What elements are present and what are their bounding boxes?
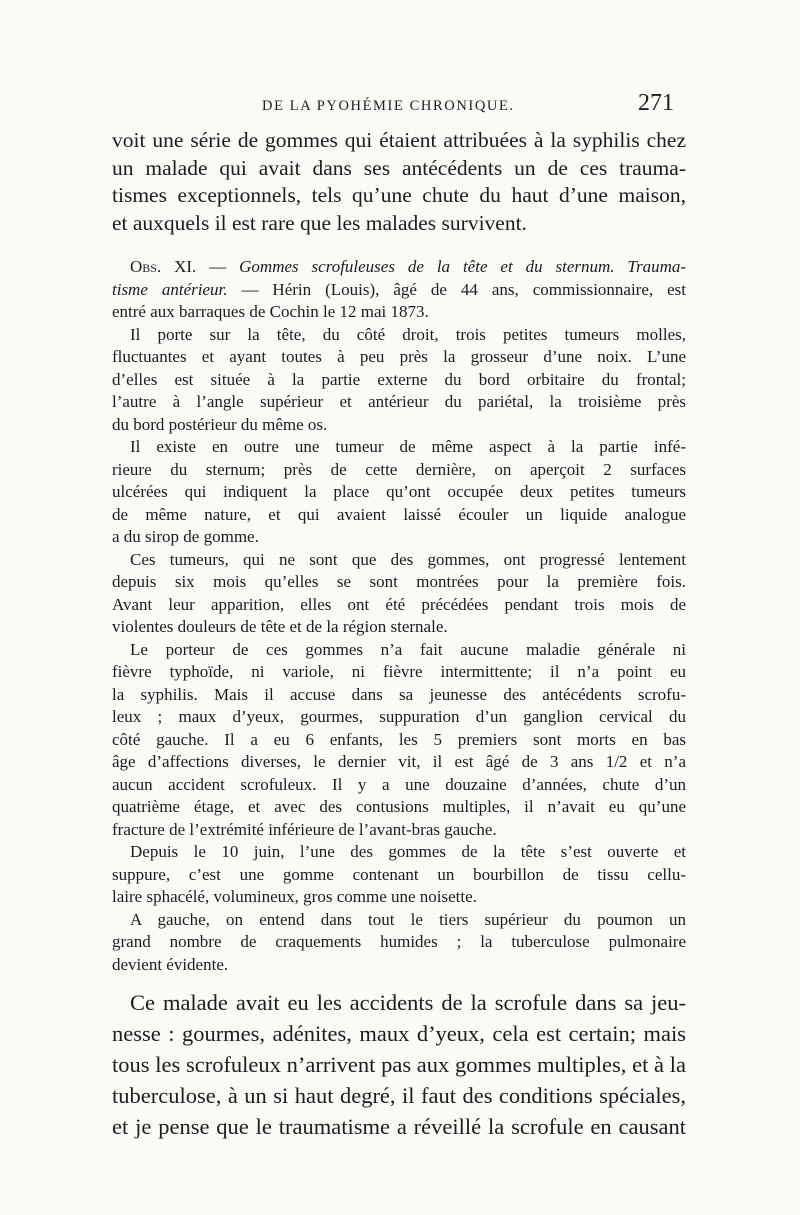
text-line: depuis six mois qu’elles se sont montrées pour la première fois. bbox=[112, 572, 686, 591]
text-line: tismes exceptionnels, tels qu’une chute du haut d’une maison, bbox=[112, 183, 686, 207]
text-line: quatrième étage, et avec des contusions multiples, il n’avait eu qu’une bbox=[112, 797, 686, 816]
text-line: laire sphacélé, volumineux, gros comme une noisette. bbox=[112, 887, 477, 906]
text-line: tous les scrofuleux n’arrivent pas aux gommes multiples, et à la bbox=[112, 1052, 686, 1077]
text-line: de même nature, et qui avaient laissé écouler un liquide analogue bbox=[112, 504, 686, 524]
text-line: d’elles est située à la partie externe du bord orbitaire du frontal; bbox=[112, 369, 686, 389]
text-line: entré aux barraques de Cochin le 12 mai 1873. bbox=[112, 302, 429, 321]
text-line: Ces tumeurs, qui ne sont que des gommes, ont progressé lentement bbox=[130, 549, 686, 569]
page-number: 271 bbox=[638, 90, 674, 116]
closing-paragraph bbox=[112, 987, 686, 1142]
text-line: rieure du sternum; près de cette dernière, on aperçoit 2 surfaces bbox=[112, 459, 686, 479]
text-line: Il existe en outre une tumeur de même aspect à la partie infé- bbox=[130, 437, 686, 456]
text-line: a du sirop de gomme. bbox=[112, 527, 259, 546]
observation-block bbox=[112, 256, 686, 976]
running-title: DE LA PYOHÉMIE CHRONIQUE. bbox=[262, 98, 515, 114]
text-line: l’autre à l’angle supérieur et antérieur du pariétal, la troisième près bbox=[112, 392, 686, 411]
observation-heading-line bbox=[112, 256, 686, 279]
text-line: Depuis le 10 juin, l’une des gommes de la tête s’est ouverte et bbox=[130, 842, 686, 861]
observation-label: Obs. XI. bbox=[130, 257, 197, 276]
text-line: leux ; maux d’yeux, gourmes, suppuration d’un ganglion cervical du bbox=[112, 707, 686, 726]
text-line: un malade qui avait dans ses antécédents un de ces trauma- bbox=[112, 155, 686, 180]
text-line: devient évidente. bbox=[112, 954, 229, 974]
text-line: fièvre typhoïde, ni variole, ni fièvre intermittente; il n’a point eu bbox=[112, 662, 686, 681]
observation-dash: — bbox=[196, 257, 240, 276]
text-line: côté gauche. Il a eu 6 enfants, les 5 premiers sont morts en bas bbox=[112, 729, 686, 749]
text-line: Avant leur apparition, elles ont été précédées pendant trois mois de bbox=[112, 594, 686, 614]
observation-title: Gommes scrofuleuses de la tête et du sternum. Trauma- bbox=[239, 257, 687, 276]
text-line: aucun accident scrofuleux. Il y a une douzaine d’années, chute d’un bbox=[112, 774, 686, 794]
text-line: Le porteur de ces gommes n’a fait aucune maladie générale ni bbox=[130, 639, 686, 659]
text-line: suppure, c’est une gomme contenant un bourbillon de tissu cellu- bbox=[112, 864, 686, 884]
text-line: voit une série de gommes qui étaient attribuées à la syphilis chez bbox=[112, 128, 686, 152]
text-line: du bord postérieur du même os. bbox=[112, 414, 328, 434]
intro-paragraph bbox=[112, 127, 686, 237]
text-line: Ce malade avait eu les accidents de la scrofule dans sa jeu- bbox=[130, 990, 686, 1015]
text-line: fluctuantes et ayant toutes à peu près la grosseur d’une noix. L’une bbox=[112, 347, 686, 366]
text-line: nesse : gourmes, adénites, maux d’yeux, cela est certain; mais bbox=[112, 1021, 686, 1046]
text-line: la syphilis. Mais il accuse dans sa jeunesse des antécédents scrofu- bbox=[112, 684, 686, 704]
observation-title-end: tisme antérieur. bbox=[112, 279, 228, 299]
text-line: et auxquels il est rare que les malades survivent. bbox=[112, 210, 527, 235]
observation-heading-line bbox=[112, 279, 686, 302]
text-line: fracture de l’extrémité inférieure de l’avant-bras gauche. bbox=[112, 819, 497, 839]
text-line: A gauche, on entend dans tout le tiers supérieur du poumon un bbox=[130, 909, 686, 929]
text-line: ulcérées qui indiquent la place qu’ont occupée deux petites tumeurs bbox=[112, 482, 686, 501]
text-line: Il porte sur la tête, du côté droit, trois petites tumeurs molles, bbox=[130, 324, 686, 344]
patient-info: — Hérin (Louis), âgé de 44 ans, commissionnaire, est bbox=[227, 279, 686, 299]
text-line: violentes douleurs de tête et de la région sternale. bbox=[112, 617, 448, 636]
text-line: et je pense que le traumatisme a réveillé la scrofule en causant bbox=[112, 1114, 686, 1139]
text-line: grand nombre de craquements humides ; la tuberculose pulmonaire bbox=[112, 932, 686, 951]
text-line: âge d’affections diverses, le dernier vit, il est âgé de 3 ans 1/2 et n’a bbox=[112, 752, 686, 771]
text-line: tuberculose, à un si haut degré, il faut des conditions spéciales, bbox=[112, 1083, 686, 1108]
